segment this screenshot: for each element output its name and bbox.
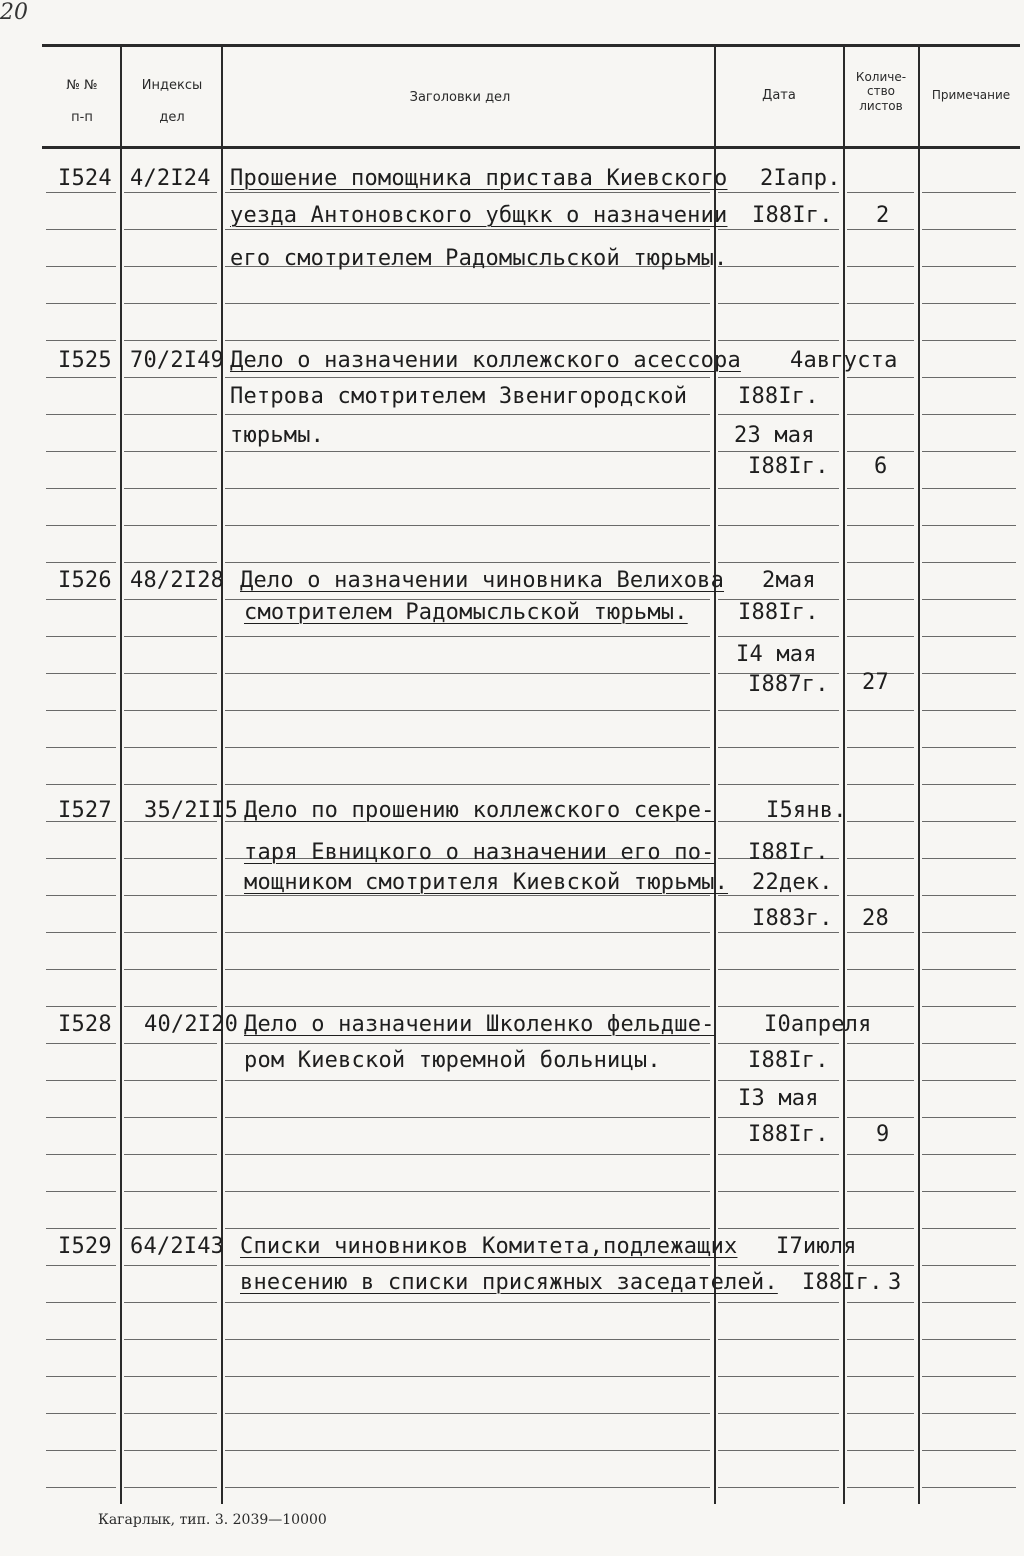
row-date: I883г. bbox=[752, 906, 833, 931]
form-rule-line bbox=[225, 525, 710, 526]
form-rule-line bbox=[847, 1080, 914, 1081]
form-rule-line bbox=[46, 1376, 116, 1377]
form-rule-line bbox=[922, 488, 1016, 489]
row-title-line: ром Киевской тюремной больницы. bbox=[244, 1048, 661, 1073]
row-title-line: Прошение помощника пристава Киевского bbox=[230, 166, 728, 191]
form-rule-line bbox=[46, 969, 116, 970]
form-rule-line bbox=[46, 266, 116, 267]
form-rule-line bbox=[46, 303, 116, 304]
row-date: I88Iг. bbox=[738, 600, 819, 625]
row-title-line: тюрьмы. bbox=[230, 423, 325, 448]
form-rule-line bbox=[847, 1117, 914, 1118]
form-rule-line bbox=[847, 1191, 914, 1192]
form-rule-line bbox=[718, 229, 839, 230]
form-rule-line bbox=[124, 1376, 217, 1377]
row-date: I88Iг. bbox=[748, 840, 829, 865]
form-rule-line bbox=[718, 303, 839, 304]
form-rule-line bbox=[718, 1376, 839, 1377]
form-rule-line bbox=[718, 1228, 839, 1229]
form-rule-line bbox=[847, 932, 914, 933]
form-rule-line bbox=[124, 673, 217, 674]
row-date: I887г. bbox=[748, 672, 829, 697]
form-rule-line bbox=[46, 414, 116, 415]
form-rule-line bbox=[847, 1228, 914, 1229]
form-rule-line bbox=[847, 377, 914, 378]
row-sheet-count: 6 bbox=[874, 454, 888, 479]
row-index: 40/2I20 bbox=[144, 1012, 239, 1037]
form-rule-line bbox=[718, 895, 839, 896]
form-rule-line bbox=[718, 266, 839, 267]
form-rule-line bbox=[847, 266, 914, 267]
form-rule-line bbox=[46, 192, 116, 193]
form-rule-line bbox=[847, 414, 914, 415]
form-rule-line bbox=[124, 1043, 217, 1044]
row-title-line: Петрова смотрителем Звенигородской bbox=[230, 384, 688, 409]
form-rule-line bbox=[922, 1302, 1016, 1303]
header-count-line3: листов bbox=[859, 98, 903, 113]
form-rule-line bbox=[46, 340, 116, 341]
form-rule-line bbox=[124, 525, 217, 526]
top-rule bbox=[42, 44, 1020, 47]
form-rule-line bbox=[225, 488, 710, 489]
form-rule-line bbox=[124, 784, 217, 785]
form-rule-line bbox=[225, 1487, 710, 1488]
form-rule-line bbox=[46, 673, 116, 674]
row-title-line: внесению в списки присяжных заседателей. bbox=[240, 1270, 778, 1295]
form-rule-line bbox=[718, 636, 839, 637]
row-sheet-count: 27 bbox=[862, 670, 889, 695]
form-rule-line bbox=[124, 1191, 217, 1192]
form-rule-line bbox=[225, 1117, 710, 1118]
row-date: 4августа bbox=[790, 348, 898, 373]
form-rule-line bbox=[718, 414, 839, 415]
form-rule-line bbox=[46, 1006, 116, 1007]
form-rule-line bbox=[124, 932, 217, 933]
form-rule-line bbox=[922, 1154, 1016, 1155]
header-num-label: № № bbox=[66, 78, 98, 93]
row-number: I529 bbox=[58, 1234, 112, 1259]
form-rule-line bbox=[225, 1080, 710, 1081]
form-rule-line bbox=[922, 562, 1016, 563]
form-rule-line bbox=[46, 377, 116, 378]
form-rule-line bbox=[847, 636, 914, 637]
form-rule-line bbox=[922, 784, 1016, 785]
row-date: I88Iг. bbox=[752, 203, 833, 228]
form-rule-line bbox=[46, 895, 116, 896]
form-rule-line bbox=[46, 488, 116, 489]
row-date: I88Iг. bbox=[748, 454, 829, 479]
row-number: I526 bbox=[58, 568, 112, 593]
form-rule-line bbox=[922, 192, 1016, 193]
header-count-line2: ство bbox=[866, 84, 895, 99]
form-rule-line bbox=[46, 451, 116, 452]
header-bottom-rule bbox=[42, 146, 1020, 149]
form-rule-line bbox=[847, 303, 914, 304]
row-title-line: уезда Антоновского убщкк о назначении bbox=[230, 203, 728, 228]
form-rule-line bbox=[847, 1043, 914, 1044]
form-rule-line bbox=[225, 895, 710, 896]
form-rule-line bbox=[922, 1043, 1016, 1044]
form-rule-line bbox=[225, 562, 710, 563]
form-rule-line bbox=[46, 525, 116, 526]
form-rule-line bbox=[124, 599, 217, 600]
row-number: I524 bbox=[58, 166, 112, 191]
header-title: Заголовки дел bbox=[409, 90, 511, 105]
row-date: I7июля bbox=[776, 1234, 857, 1259]
header-count-line1: Количе- bbox=[855, 70, 907, 84]
form-rule-line bbox=[718, 969, 839, 970]
form-rule-line bbox=[718, 1450, 839, 1451]
form-rule-line bbox=[225, 673, 710, 674]
form-rule-line bbox=[225, 1006, 710, 1007]
row-sheet-count: 9 bbox=[876, 1122, 890, 1147]
row-sheet-count: 28 bbox=[862, 906, 889, 931]
form-rule-line bbox=[124, 192, 217, 193]
row-title-line: мощником смотрителя Киевской тюрьмы. bbox=[244, 870, 729, 895]
form-rule-line bbox=[46, 1487, 116, 1488]
form-rule-line bbox=[718, 377, 839, 378]
form-rule-line bbox=[124, 1080, 217, 1081]
form-rule-line bbox=[124, 1450, 217, 1451]
form-rule-line bbox=[922, 1265, 1016, 1266]
form-rule-line bbox=[718, 784, 839, 785]
form-rule-line bbox=[124, 303, 217, 304]
form-rule-line bbox=[847, 1487, 914, 1488]
form-rule-line bbox=[225, 1265, 710, 1266]
form-rule-line bbox=[225, 784, 710, 785]
form-rule-line bbox=[718, 1080, 839, 1081]
form-rule-line bbox=[922, 747, 1016, 748]
form-rule-line bbox=[124, 747, 217, 748]
form-rule-line bbox=[922, 1413, 1016, 1414]
form-rule-line bbox=[718, 1413, 839, 1414]
form-rule-line bbox=[225, 1450, 710, 1451]
form-rule-line bbox=[124, 1265, 217, 1266]
form-rule-line bbox=[847, 562, 914, 563]
row-date: I88Iг. bbox=[738, 384, 819, 409]
row-index: 4/2I24 bbox=[130, 166, 211, 191]
header-date: Дата bbox=[762, 88, 796, 103]
col-divider-1 bbox=[120, 44, 122, 1504]
form-rule-line bbox=[124, 969, 217, 970]
form-rule-line bbox=[124, 377, 217, 378]
form-rule-line bbox=[718, 1117, 839, 1118]
row-title-line: Списки чиновников Комитета,подлежащих bbox=[240, 1234, 738, 1259]
row-title-line: смотрителем Радомысльской тюрьмы. bbox=[244, 600, 688, 625]
form-rule-line bbox=[847, 599, 914, 600]
form-rule-line bbox=[922, 1117, 1016, 1118]
form-rule-line bbox=[718, 1006, 839, 1007]
form-rule-line bbox=[124, 451, 217, 452]
row-date: I0апреля bbox=[764, 1012, 872, 1037]
form-rule-line bbox=[46, 1413, 116, 1414]
form-rule-line bbox=[225, 932, 710, 933]
form-rule-line bbox=[124, 488, 217, 489]
form-rule-line bbox=[225, 414, 710, 415]
row-number: I527 bbox=[58, 798, 112, 823]
form-rule-line bbox=[46, 562, 116, 563]
form-rule-line bbox=[124, 1302, 217, 1303]
form-rule-line bbox=[718, 1302, 839, 1303]
form-rule-line bbox=[922, 414, 1016, 415]
form-rule-line bbox=[225, 1302, 710, 1303]
row-date: I88Iг. bbox=[748, 1122, 829, 1147]
form-rule-line bbox=[225, 192, 710, 193]
form-rule-line bbox=[46, 1080, 116, 1081]
form-rule-line bbox=[225, 1228, 710, 1229]
form-rule-line bbox=[847, 858, 914, 859]
form-rule-line bbox=[124, 1154, 217, 1155]
form-rule-line bbox=[847, 821, 914, 822]
form-rule-line bbox=[718, 192, 839, 193]
form-rule-line bbox=[124, 1413, 217, 1414]
form-rule-line bbox=[922, 1376, 1016, 1377]
row-number: I528 bbox=[58, 1012, 112, 1037]
form-rule-line bbox=[922, 229, 1016, 230]
header-num-sub: п-п bbox=[71, 109, 93, 125]
form-rule-line bbox=[922, 858, 1016, 859]
form-rule-line bbox=[718, 710, 839, 711]
form-rule-line bbox=[922, 1487, 1016, 1488]
form-rule-line bbox=[718, 1154, 839, 1155]
form-rule-line bbox=[718, 1043, 839, 1044]
form-rule-line bbox=[46, 1117, 116, 1118]
row-title-line: его смотрителем Радомысльской тюрьмы. bbox=[230, 246, 728, 271]
form-rule-line bbox=[847, 1339, 914, 1340]
form-rule-line bbox=[922, 969, 1016, 970]
row-date: I5янв. bbox=[766, 798, 847, 823]
form-rule-line bbox=[847, 192, 914, 193]
form-rule-line bbox=[46, 747, 116, 748]
form-rule-line bbox=[922, 340, 1016, 341]
form-rule-line bbox=[847, 1265, 914, 1266]
form-rule-line bbox=[922, 303, 1016, 304]
row-date: 22дек. bbox=[752, 870, 833, 895]
form-rule-line bbox=[124, 1006, 217, 1007]
form-rule-line bbox=[718, 488, 839, 489]
form-rule-line bbox=[225, 1154, 710, 1155]
form-rule-line bbox=[46, 784, 116, 785]
form-rule-line bbox=[922, 599, 1016, 600]
form-rule-line bbox=[922, 266, 1016, 267]
form-rule-line bbox=[46, 932, 116, 933]
form-rule-line bbox=[46, 1228, 116, 1229]
row-title-line: Дело о назначении Школенко фельдше- bbox=[244, 1012, 715, 1037]
form-rule-line bbox=[847, 451, 914, 452]
form-rule-line bbox=[718, 451, 839, 452]
form-rule-line bbox=[124, 710, 217, 711]
form-rule-line bbox=[225, 636, 710, 637]
corner-page-mark: 20 bbox=[0, 0, 28, 25]
form-rule-line bbox=[922, 636, 1016, 637]
form-rule-line bbox=[922, 1339, 1016, 1340]
form-rule-line bbox=[124, 340, 217, 341]
form-rule-line bbox=[225, 1191, 710, 1192]
form-rule-line bbox=[225, 969, 710, 970]
form-rule-line bbox=[718, 747, 839, 748]
row-date: I3 мая bbox=[738, 1086, 819, 1111]
row-title-line: таря Евницкого о назначении его по- bbox=[244, 840, 715, 865]
form-rule-line bbox=[225, 1043, 710, 1044]
col-divider-2 bbox=[221, 44, 223, 1504]
row-date: 2мая bbox=[762, 568, 816, 593]
form-rule-line bbox=[46, 1043, 116, 1044]
form-rule-line bbox=[46, 1154, 116, 1155]
form-rule-line bbox=[847, 488, 914, 489]
form-rule-line bbox=[922, 377, 1016, 378]
form-rule-line bbox=[847, 1413, 914, 1414]
row-number: I525 bbox=[58, 348, 112, 373]
form-rule-line bbox=[847, 229, 914, 230]
form-rule-line bbox=[922, 525, 1016, 526]
header-index bbox=[124, 78, 220, 125]
row-date: I88Iг. bbox=[802, 1270, 883, 1295]
form-rule-line bbox=[847, 525, 914, 526]
form-rule-line bbox=[847, 1302, 914, 1303]
form-rule-line bbox=[124, 266, 217, 267]
row-title-line: Дело о назначении чиновника Велихова bbox=[240, 568, 725, 593]
form-rule-line bbox=[225, 340, 710, 341]
form-rule-line bbox=[124, 895, 217, 896]
header-count bbox=[844, 70, 918, 113]
form-rule-line bbox=[718, 1339, 839, 1340]
row-index: 35/2II5 bbox=[144, 798, 239, 823]
form-rule-line bbox=[922, 710, 1016, 711]
form-rule-line bbox=[46, 229, 116, 230]
form-rule-line bbox=[225, 229, 710, 230]
form-rule-line bbox=[46, 858, 116, 859]
form-rule-line bbox=[922, 1080, 1016, 1081]
header-index-label: Индексы bbox=[141, 78, 203, 93]
form-rule-line bbox=[46, 1191, 116, 1192]
form-rule-line bbox=[225, 1376, 710, 1377]
header-num bbox=[50, 78, 114, 125]
form-rule-line bbox=[922, 1450, 1016, 1451]
form-rule-line bbox=[922, 821, 1016, 822]
form-rule-line bbox=[718, 562, 839, 563]
form-rule-line bbox=[847, 895, 914, 896]
form-rule-line bbox=[46, 1302, 116, 1303]
form-rule-line bbox=[46, 636, 116, 637]
form-rule-line bbox=[124, 1117, 217, 1118]
form-rule-line bbox=[718, 340, 839, 341]
row-date: 2Iапр. bbox=[760, 166, 841, 191]
form-rule-line bbox=[46, 1265, 116, 1266]
header-index-sub: дел bbox=[159, 109, 185, 125]
form-rule-line bbox=[124, 1228, 217, 1229]
form-rule-line bbox=[124, 1487, 217, 1488]
form-rule-line bbox=[718, 1265, 839, 1266]
form-rule-line bbox=[847, 969, 914, 970]
form-rule-line bbox=[922, 1191, 1016, 1192]
form-rule-line bbox=[225, 1339, 710, 1340]
form-rule-line bbox=[847, 784, 914, 785]
form-rule-line bbox=[46, 1339, 116, 1340]
form-rule-line bbox=[46, 1450, 116, 1451]
form-rule-line bbox=[718, 932, 839, 933]
row-sheet-count: 3 bbox=[888, 1270, 902, 1295]
form-rule-line bbox=[124, 636, 217, 637]
form-rule-line bbox=[225, 303, 710, 304]
form-rule-line bbox=[718, 525, 839, 526]
form-rule-line bbox=[718, 1487, 839, 1488]
form-rule-line bbox=[847, 1450, 914, 1451]
form-rule-line bbox=[847, 710, 914, 711]
form-rule-line bbox=[46, 710, 116, 711]
form-rule-line bbox=[124, 414, 217, 415]
row-date: I88Iг. bbox=[748, 1048, 829, 1073]
row-date: 23 мая bbox=[734, 423, 815, 448]
form-rule-line bbox=[225, 451, 710, 452]
row-sheet-count: 2 bbox=[876, 203, 890, 228]
form-rule-line bbox=[46, 599, 116, 600]
form-rule-line bbox=[225, 1413, 710, 1414]
row-date: I4 мая bbox=[736, 642, 817, 667]
form-rule-line bbox=[922, 1228, 1016, 1229]
row-title-line: Дело по прошению коллежского секре- bbox=[244, 798, 715, 823]
form-rule-line bbox=[225, 747, 710, 748]
form-rule-line bbox=[922, 895, 1016, 896]
form-rule-line bbox=[225, 710, 710, 711]
row-index: 64/2I43 bbox=[130, 1234, 225, 1259]
row-index: 70/2I49 bbox=[130, 348, 225, 373]
form-rule-line bbox=[847, 1154, 914, 1155]
form-rule-line bbox=[718, 1191, 839, 1192]
form-rule-line bbox=[124, 562, 217, 563]
row-index: 48/2I28 bbox=[130, 568, 225, 593]
form-rule-line bbox=[922, 932, 1016, 933]
form-rule-line bbox=[847, 1376, 914, 1377]
form-rule-line bbox=[124, 1339, 217, 1340]
form-rule-line bbox=[847, 747, 914, 748]
form-rule-line bbox=[847, 1006, 914, 1007]
form-rule-line bbox=[124, 858, 217, 859]
header-note: Примечание bbox=[931, 88, 1011, 102]
row-title-line: Дело о назначении коллежского асессора bbox=[230, 348, 741, 373]
form-rule-line bbox=[922, 451, 1016, 452]
form-rule-line bbox=[922, 1006, 1016, 1007]
form-rule-line bbox=[847, 340, 914, 341]
form-rule-line bbox=[922, 673, 1016, 674]
form-rule-line bbox=[225, 377, 710, 378]
form-rule-line bbox=[124, 229, 217, 230]
printer-imprint: Кагарлык, тип. 3. 2039—10000 bbox=[98, 1512, 327, 1528]
col-divider-5 bbox=[918, 44, 920, 1504]
